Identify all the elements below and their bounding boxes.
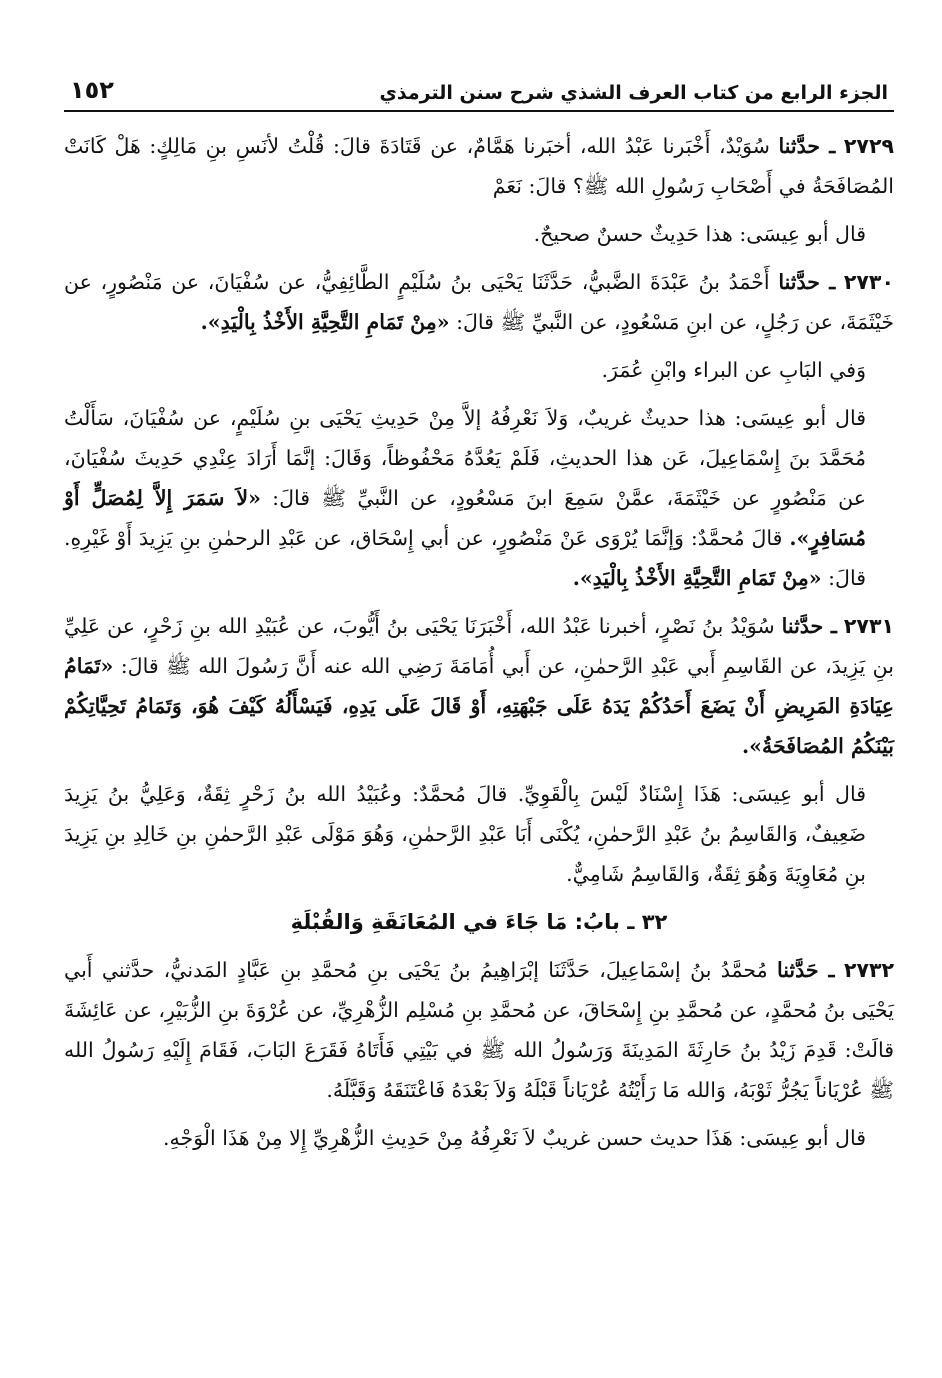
hadith-2730 bbox=[64, 262, 894, 342]
hadith-2732 bbox=[64, 950, 894, 1110]
page-body bbox=[64, 126, 894, 1158]
hadith-2729 bbox=[64, 126, 894, 206]
page-number: ١٥٢ bbox=[70, 76, 114, 104]
remark-text: قال أبو عِيسَى: هذا حديثٌ غريبٌ، وَلاَ نَعْرِفُهُ إلاَّ مِنْ حَدِيثِ يَحْيَى بنِ سُلَيْمٍ، عن سُفْيَانَ، سَأَلْتُ مُحَمَّدَ بنَ إِسْمَاعِيلَ، عَن هذا الحديثِ، فَلَمْ يَعُدَّهُ مَحْفُوظاً، وَقَالَ: إنَّمَا أَرَادَ عِنْدِي حَدِيثَ سُفْيَانَ، عن مَنْصُورٍ عن خَيْثَمَةَ، عمَّنْ سَمِعَ ابنَ مَسْعُودٍ، عن النَّبيِّ ﷺ قالَ: bbox=[64, 406, 866, 510]
remark-quote: «مِنْ تَمَامِ التَّحِيَّةِ الأَخْذُ بِالْيَدِ». bbox=[572, 566, 822, 590]
remark-2730 bbox=[64, 398, 894, 598]
hadith-text: مُحمَّدُ بنُ إسْمَاعِيلَ، حَدَّثَنَا إبْرَاهِيمُ بنُ يَحْيَى بنِ مُحمَّدِ بنِ عَبَّادٍ المَدنيُّ، حدَّثني أَبي يَحْيَى بنُ مُحمَّدٍ، عن مُحمَّدِ بنِ إِسْحَاقَ، عن مُحمَّدِ بنِ مُسْلِم الزُّهْرِيِّ، عن عُرْوَةَ بنِ الزُّبَيْرِ، عن عَائِشَةَ قالَتْ: قَدِمَ زَيْدُ بنُ حَارِثَةَ المَدِينَةَ وَرَسُولُ الله ﷺ في بَيْتِي فَأَتَاهُ فَقَرَعَ البَابَ، فَقَامَ إِلَيْهِ رَسُولُ الله ﷺ عُرْيَاناً يَجُرُّ ثَوْبَهُ، وَالله مَا رَأَيْتُهُ عُرْيَاناً قَبْلَهُ وَلاَ بَعْدَهُ فَاعْتَنَقَهُ وَقَبَّلَهُ. bbox=[64, 958, 894, 1102]
hadith-text: سُوَيْدُ بنُ نَصْرٍ، أخبرنا عَبْدُ الله، أَخْبَرَنَا يَحْيَى بنُ أَيُّوبَ، عن عُبَيْدِ الله بنِ زَحْرٍ، عن عَلِيِّ بنِ يَزِيدَ، عن القَاسِمِ أَبي عَبْدِ الرَّحمٰنِ، عن أَبي أُمَامَةَ رَضِي الله عنه أَنَّ رَسُولَ الله ﷺ قالَ: bbox=[64, 614, 894, 678]
hadith-number: ٢٧٣١ bbox=[843, 614, 894, 638]
hadith-quote: «تَمَامُ عِيَادَةِ المَرِيضِ أَنْ يَضَعَ أَحَدُكُمْ يَدَهُ عَلَى جَبْهَتِهِ، أَوْ قَالَ عَلَى يَدِهِ، فَيَسْأَلُهُ كَيْفَ هُوَ، وَتَمَامُ تَحِيَّاتِكُمْ بَيْنَكُمُ المُصَافَحَةُ». bbox=[64, 654, 894, 758]
chapter-heading: ٣٢ ـ بابُ: مَا جَاءَ في المُعَانَقَةِ وَالقُبْلَةِ bbox=[290, 910, 668, 934]
hadith-number: ٢٧٢٩ bbox=[843, 134, 894, 158]
hadith-lead: ـ حَدَّثنا bbox=[777, 958, 835, 982]
page-header bbox=[64, 62, 894, 112]
remark-2732: قال أبو عِيسَى: هَذَا حديث حسن غريبٌ لاَ نَعْرِفُهُ مِنْ حَدِيثِ الزُّهْرِيِّ إِلا مِنْ هَذَا الْوَجْهِ. bbox=[163, 1126, 866, 1150]
hadith-text: سُوَيْدٌ، أَخْبَرنا عَبْدُ الله، أخبَرنا هَمَّامٌ، عن قَتَادَةَ قالَ: قُلْتُ لأنَسِ بنِ مَالِكٍ: هَلْ كَانَتْ المُصَافَحَةُ في أَصْحَابِ رَسُولِ الله ﷺ؟ قالَ: نَعَمْ bbox=[64, 134, 894, 198]
hadith-lead: ـ حدَّثنا bbox=[778, 270, 836, 294]
hadith-text: أَحْمَدُ بنُ عَبْدَةَ الضَّبيُّ، حَدَّثَنَا يَحْيَى بنُ سُلَيْمٍ الطَّائِفِيُّ، عن سُفْيَانَ، عن مَنْصُورٍ، عن خَيْثَمَةَ، عن رَجُلٍ، عن ابنِ مَسْعُودٍ، عن النَّبيِّ ﷺ قالَ: bbox=[64, 270, 894, 334]
hadith-lead: ـ حدَّثنا bbox=[781, 614, 837, 638]
hadith-lead: ـ حدَّثنا bbox=[778, 134, 836, 158]
remark-2730-chapter: وَفي البَابِ عن البراء وابْنِ عُمَرَ. bbox=[601, 358, 866, 382]
hadith-number: ٢٧٣٠ bbox=[843, 270, 894, 294]
hadith-quote: «مِنْ تَمَامِ التَّحِيَّةِ الأَخْذُ بِالْيَدِ». bbox=[200, 310, 450, 334]
remark-quote: «لاَ سَمَرَ إِلاَّ لِمُصَلٍّ أَوْ مُسَافِرٍ». bbox=[64, 486, 866, 550]
hadith-number: ٢٧٣٢ bbox=[843, 958, 894, 982]
running-title: الجزء الرابع من كتاب العرف الشذي شرح سنن الترمذي bbox=[379, 82, 888, 104]
remark-2729: قال أبو عِيسَى: هذا حَدِيثٌ حسنٌ صحيحٌ. bbox=[533, 222, 866, 246]
hadith-2731 bbox=[64, 606, 894, 766]
remark-2731: قال أبو عِيسَى: هَذَا إِسْنَادٌ لَيْسَ بِالْقَوِيِّ. قالَ مُحمَّدٌ: وعُبَيْدُ الله بنُ زَحْرٍ ثِقَةٌ، وَعَلِيُّ بنُ يَزِيدَ ضَعِيفٌ، وَالقَاسِمُ بنُ عَبْدِ الرَّحمٰنِ، يُكْنَى أَبَا عَبْدِ الرَّحمٰنِ، وَهُوَ مَوْلَى عَبْدِ الرَّحمٰنِ بنِ خَالِدِ بنِ يَزِيدَ بنِ مُعَاوِيَةَ وَهُوَ ثِقَةٌ، وَالقَاسِمُ شَامِيٌّ. bbox=[64, 782, 866, 886]
remark-text: قالَ مُحمَّدٌ: وَإنَّمَا يُرْوَى عَنْ مَنْصُورٍ، عن أبي إِسْحَاق، عن عَبْدِ الرحمٰنِ بنِ يَزِيدَ أَوْ غَيْرِهِ. قالَ: bbox=[64, 526, 866, 590]
